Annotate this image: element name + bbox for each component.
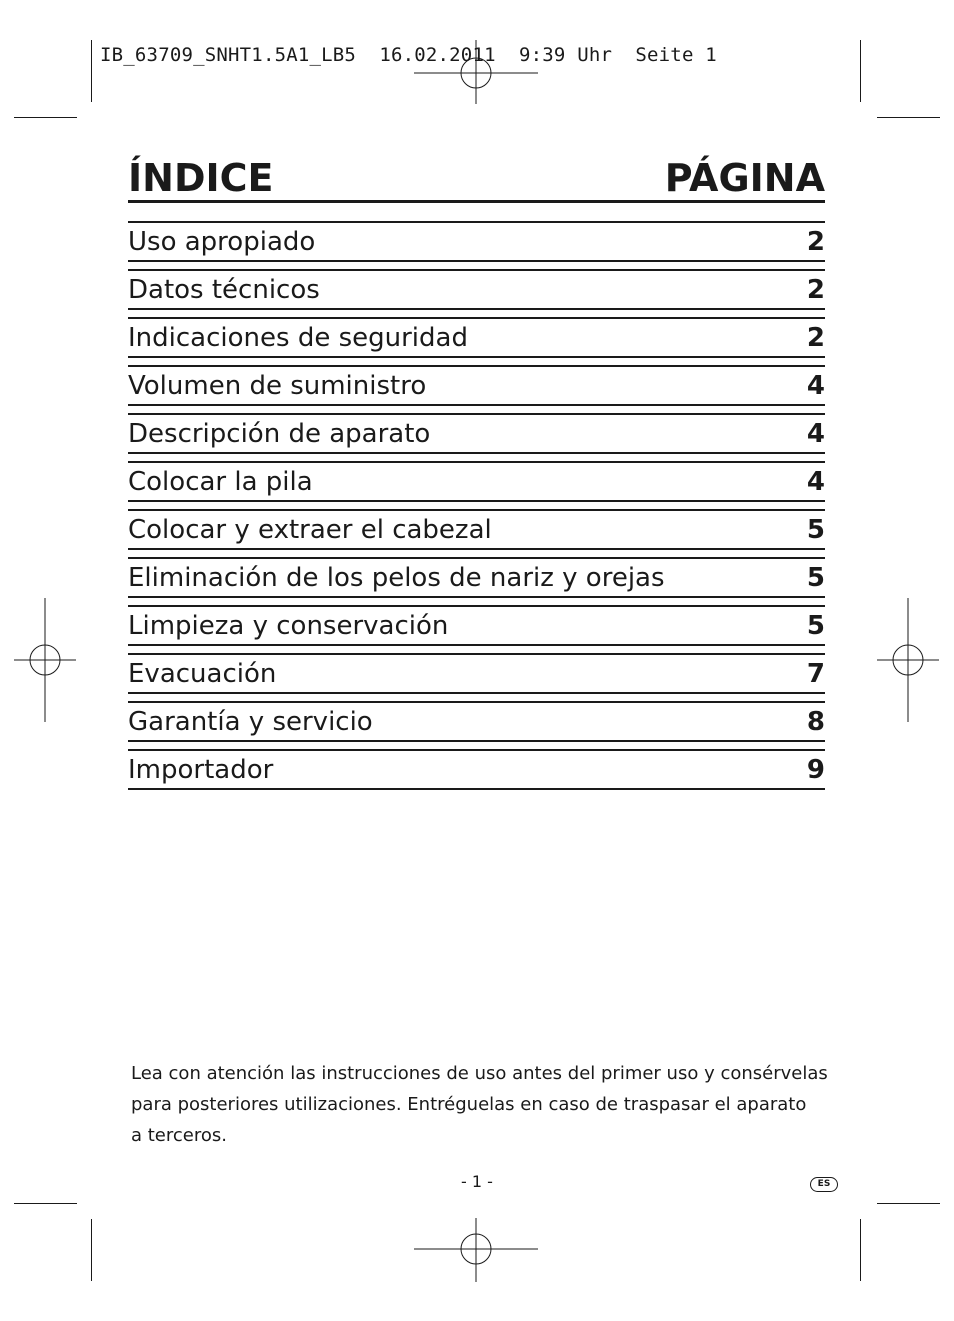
- registration-mark-icon: [414, 1218, 538, 1282]
- toc-entry-label: Limpieza y conservación: [128, 611, 449, 641]
- toc-entry-page: 4: [806, 467, 825, 497]
- toc-entry-label: Garantía y servicio: [128, 707, 373, 737]
- toc-entry: [128, 365, 825, 413]
- crop-mark: [91, 40, 92, 102]
- registration-mark-icon: [414, 40, 538, 104]
- toc-entry: [128, 317, 825, 365]
- crop-mark: [14, 1203, 77, 1204]
- toc-entry: [128, 557, 825, 605]
- toc-entry-label: Evacuación: [128, 659, 277, 689]
- toc-entry: [128, 749, 825, 797]
- toc-entry-label: Volumen de suministro: [128, 371, 427, 401]
- toc-entry-page: 2: [806, 275, 825, 305]
- toc-entry: [128, 269, 825, 317]
- toc-entry-page: 5: [806, 515, 825, 545]
- toc-entry-label: Importador: [128, 755, 274, 785]
- toc-entry: [128, 221, 825, 269]
- page-number: - 1 -: [461, 1172, 493, 1191]
- toc-entry: [128, 605, 825, 653]
- registration-mark-icon: [14, 598, 76, 722]
- toc-entry-label: Colocar la pila: [128, 467, 313, 497]
- table-of-contents: [128, 221, 825, 797]
- toc-entry: [128, 653, 825, 701]
- toc-entry-page: 5: [806, 563, 825, 593]
- usage-note-line: para posteriores utilizaciones. Entréguelas en caso de traspasar el aparato: [131, 1094, 807, 1115]
- toc-entry-label: Indicaciones de seguridad: [128, 323, 468, 353]
- toc-entry-page: 5: [806, 611, 825, 641]
- toc-entry-label: Datos técnicos: [128, 275, 320, 305]
- toc-entry-label: Uso apropiado: [128, 227, 316, 257]
- toc-entry-page: 2: [806, 323, 825, 353]
- toc-entry-page: 4: [806, 371, 825, 401]
- crop-mark: [14, 117, 77, 118]
- print-slug: IB_63709_SNHT1.5A1_LB5 16.02.2011 9:39 Uhr Seite 1: [100, 44, 717, 66]
- crop-mark: [860, 40, 861, 102]
- toc-entry-page: 8: [806, 707, 825, 737]
- toc-entry-page: 9: [806, 755, 825, 785]
- toc-entry: [128, 509, 825, 557]
- toc-heading: [128, 155, 825, 201]
- index-title: ÍNDICE: [128, 156, 274, 200]
- usage-note-line: a terceros.: [131, 1125, 227, 1146]
- usage-note-line: Lea con atención las instrucciones de uso antes del primer uso y consérvelas: [131, 1063, 828, 1084]
- crop-mark: [91, 1219, 92, 1281]
- language-badge: ES: [810, 1177, 838, 1192]
- page-column-title: PÁGINA: [664, 156, 825, 200]
- heading-rule: [128, 200, 825, 203]
- crop-mark: [860, 1219, 861, 1281]
- toc-entry-label: Eliminación de los pelos de nariz y orejas: [128, 563, 665, 593]
- toc-entry: [128, 413, 825, 461]
- toc-entry-page: 7: [806, 659, 825, 689]
- crop-mark: [877, 117, 940, 118]
- usage-note: [131, 1058, 831, 1151]
- toc-entry-label: Descripción de aparato: [128, 419, 431, 449]
- crop-mark: [877, 1203, 940, 1204]
- registration-mark-icon: [877, 598, 939, 722]
- toc-entry-page: 4: [806, 419, 825, 449]
- toc-entry: [128, 461, 825, 509]
- toc-entry-page: 2: [806, 227, 825, 257]
- toc-entry: [128, 701, 825, 749]
- toc-entry-label: Colocar y extraer el cabezal: [128, 515, 492, 545]
